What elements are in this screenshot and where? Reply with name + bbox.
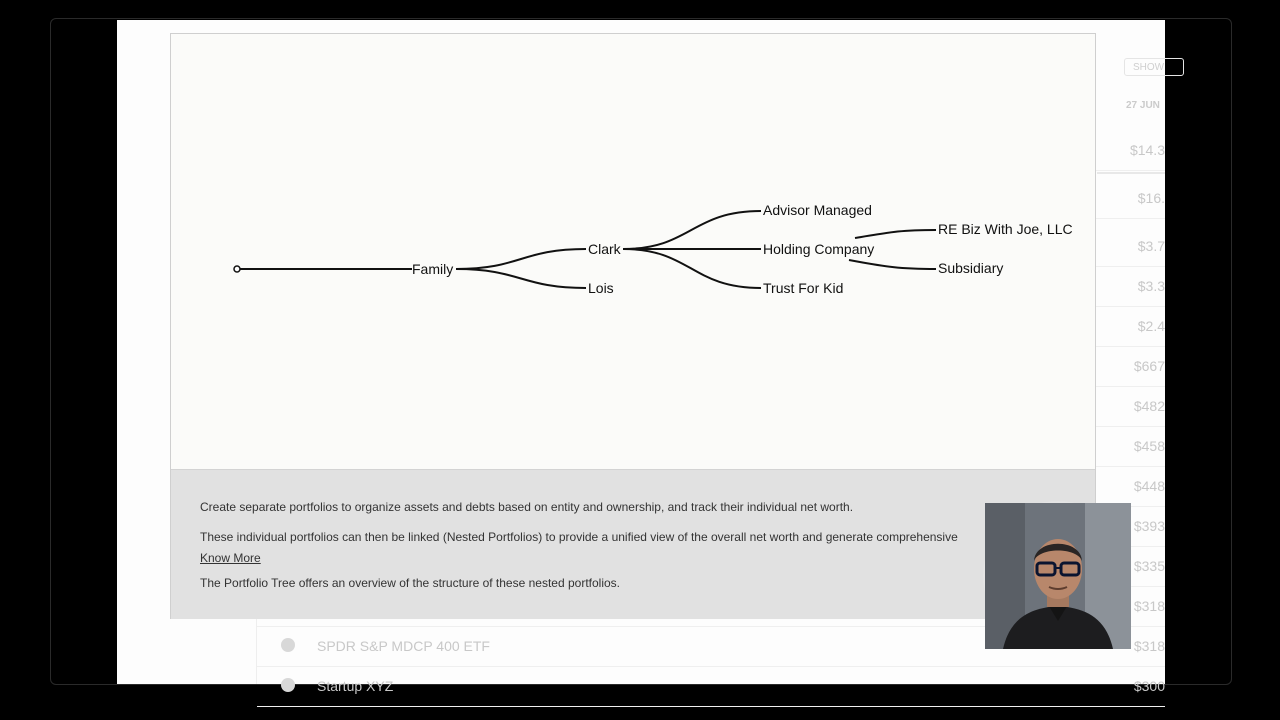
- show-button[interactable]: SHOW: [1124, 58, 1184, 76]
- row-amount: $2.4: [1137, 318, 1165, 334]
- row-amount: $300: [1133, 678, 1165, 694]
- info-paragraph-1: Create separate portfolios to organize assets and debts based on entity and ownership, and track their individual net worth.: [200, 500, 854, 514]
- node-clark[interactable]: Clark: [588, 241, 621, 257]
- row-amount: $3.7: [1137, 238, 1165, 254]
- row-amount: $458: [1133, 438, 1165, 454]
- row-amount: $448: [1133, 478, 1165, 494]
- edge-clark-trust: [623, 249, 761, 288]
- pie-chart-icon: [281, 678, 295, 692]
- node-re-biz[interactable]: RE Biz With Joe, LLC: [938, 221, 1073, 237]
- presenter-avatar: [985, 503, 1131, 649]
- row-amount: $335: [1133, 558, 1165, 574]
- edge-clark-advisor: [623, 211, 761, 249]
- node-advisor-managed[interactable]: Advisor Managed: [763, 202, 872, 218]
- row-amount: $16.: [1137, 190, 1165, 206]
- info-panel: [171, 469, 1095, 619]
- row-amount: $482: [1133, 398, 1165, 414]
- edge-family-clark: [456, 249, 586, 269]
- info-paragraph-2: These individual portfolios can then be linked (Nested Portfolios) to provide a unified view of the overall net worth and generate comprehensive: [200, 530, 958, 544]
- row-amount: $393: [1133, 518, 1165, 534]
- edge-holding-subsidiary: [849, 260, 936, 269]
- node-trust-for-kid[interactable]: Trust For Kid: [763, 280, 844, 296]
- row-amount: $318: [1133, 598, 1165, 614]
- table-row[interactable]: [257, 666, 1165, 707]
- date-column-header: 27 JUN: [1126, 100, 1160, 111]
- row-label: Startup XYZ: [317, 678, 394, 694]
- root-node[interactable]: [234, 266, 240, 272]
- row-divider: [1097, 172, 1165, 174]
- row-amount: $667: [1133, 358, 1165, 374]
- node-holding-company[interactable]: Holding Company: [763, 241, 875, 257]
- know-more-link[interactable]: Know More: [200, 551, 261, 565]
- edge-holding-rebiz: [855, 230, 936, 238]
- node-family[interactable]: Family: [412, 261, 454, 277]
- edge-family-lois: [456, 269, 586, 288]
- node-subsidiary[interactable]: Subsidiary: [938, 260, 1004, 276]
- pie-chart-icon: [281, 638, 295, 652]
- info-paragraph-3: The Portfolio Tree offers an overview of the structure of these nested portfolios.: [200, 576, 620, 590]
- row-amount: $3.3: [1137, 278, 1165, 294]
- row-label: SPDR S&P MDCP 400 ETF: [317, 638, 490, 654]
- portfolio-tree-modal: [170, 33, 1096, 619]
- webcam-overlay: [985, 503, 1131, 649]
- row-amount: $318: [1133, 638, 1165, 654]
- node-lois[interactable]: Lois: [588, 280, 614, 296]
- portfolio-tree: [171, 34, 1095, 469]
- portfolio-tree-diagram: [171, 34, 1095, 469]
- row-amount: $14.3: [1129, 142, 1165, 158]
